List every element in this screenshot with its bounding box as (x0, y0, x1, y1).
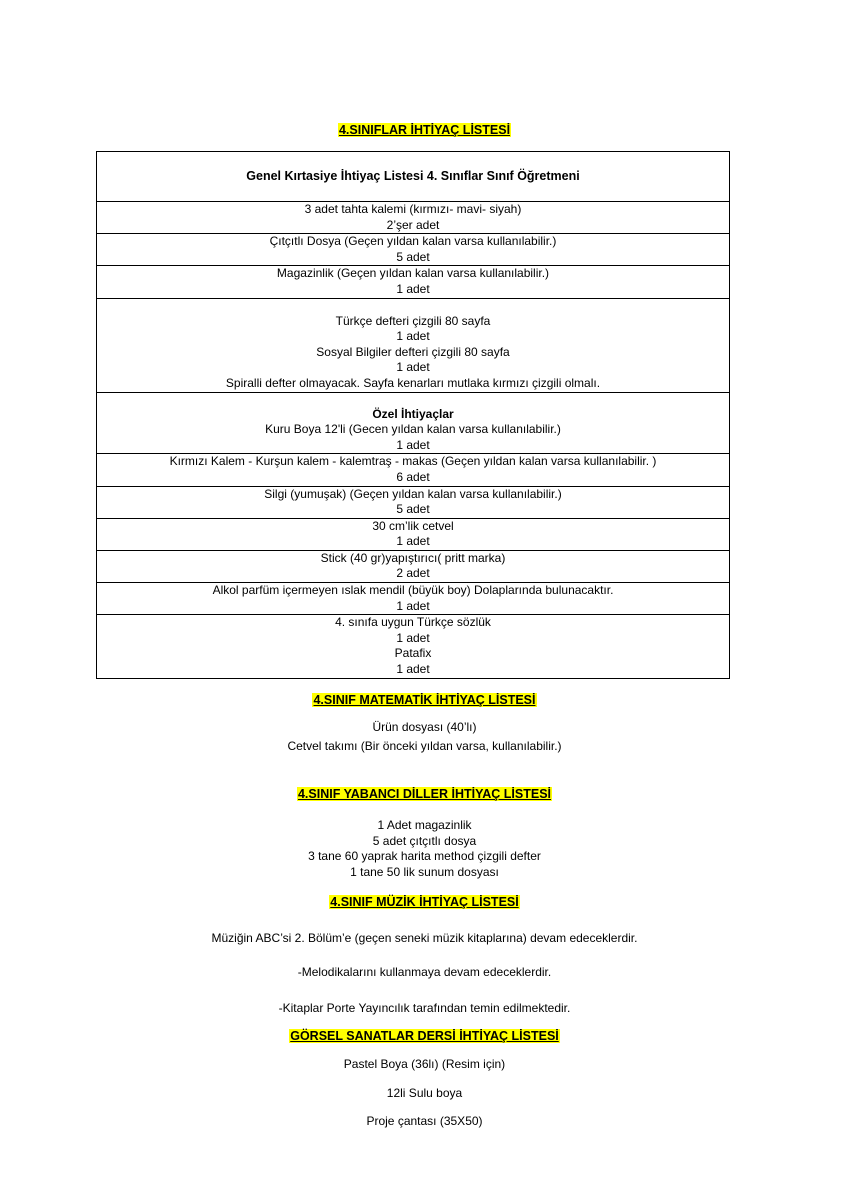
list-item: 1 tane 50 lik sunum dosyası (350, 864, 499, 879)
row-qty: 2’şer adet (386, 217, 440, 232)
general-supplies-table (96, 151, 730, 679)
row-qty: 1 adet (396, 281, 430, 296)
row-item: 3 adet tahta kalemi (kırmızı- mavi- siyah) (304, 202, 522, 216)
languages-items (0, 818, 849, 880)
table-row (97, 266, 730, 298)
row-item: Alkol parfüm içermeyen ıslak mendil (büyük boy) Dolaplarında bulunacaktır. (212, 583, 614, 598)
table-row (97, 486, 730, 518)
music-item: -Melodikalarını kullanmaya devam edeceklerdir. (297, 965, 552, 979)
table-row (97, 234, 730, 266)
row-qty: 5 adet (396, 502, 430, 517)
table-row (97, 615, 730, 678)
row-item: Kuru Boya 12'li (Gecen yıldan kalan varsa kullanılabilir.) (265, 422, 561, 437)
languages-heading-text: 4.SINIF YABANCI DİLLER İHTİYAÇ LİSTESİ (297, 787, 552, 801)
art-item: Pastel Boya (36lı) (Resim için) (343, 1057, 506, 1071)
row-qty: 1 adet (396, 630, 430, 645)
class4-heading (0, 123, 849, 137)
row-item: Kırmızı Kalem - Kurşun kalem - kalemtraş - makas (Geçen yıldan kalan varsa kullanılabilir. ) (169, 454, 657, 469)
table-row (97, 518, 730, 550)
row-qty: 2 adet (396, 566, 430, 581)
table-row (97, 550, 730, 582)
table-row-notebooks (97, 298, 730, 392)
art-item: 12li Sulu boya (386, 1086, 463, 1100)
list-item: Ürün dosyası (40’lı) (372, 720, 477, 734)
table-title: Genel Kırtasiye İhtiyaç Listesi 4. Sınıflar Sınıf Öğretmeni (97, 152, 730, 202)
languages-heading (0, 787, 849, 801)
math-items (0, 720, 849, 754)
row-item: 4. sınıfa uygun Türkçe sözlük (335, 615, 491, 630)
notebook-item: Türkçe defteri çizgili 80 sayfa (335, 313, 491, 328)
class4-heading-text: 4.SINIFLAR İHTİYAÇ LİSTESİ (338, 123, 511, 137)
music-heading-text: 4.SINIF MÜZİK İHTİYAÇ LİSTESİ (330, 895, 519, 909)
table-row (97, 454, 730, 486)
row-qty: 1 adet (396, 534, 430, 549)
math-heading (0, 693, 849, 707)
list-item: 1 Adet magazinlik (377, 818, 472, 832)
row-qty: 6 adet (396, 469, 430, 484)
row-item: 30 cm’lik cetvel (372, 518, 454, 533)
music-item: -Kitaplar Porte Yayıncılık tarafından temin edilmektedir. (278, 1001, 571, 1015)
list-item: 5 adet çıtçıtlı dosya (372, 833, 477, 848)
notebook-note: Spiralli defter olmayacak. Sayfa kenarları mutlaka kırmızı çizgili olmalı. (225, 375, 601, 390)
table-row (97, 583, 730, 615)
table-row-special-heading (97, 392, 730, 454)
art-heading (0, 1029, 849, 1043)
row-item: Magazinlik (Geçen yıldan kalan varsa kullanılabilir.) (276, 266, 550, 281)
row-qty: 1 adet (396, 437, 430, 452)
row-qty: 1 adet (396, 662, 430, 677)
row-item: Çıtçıtlı Dosya (Geçen yıldan kalan varsa kullanılabilir.) (269, 234, 557, 249)
notebook-qty: 1 adet (396, 329, 430, 344)
row-item: Patafix (394, 646, 432, 661)
music-heading (0, 895, 849, 909)
row-item: Silgi (yumuşak) (Geçen yıldan kalan varsa kullanılabilir.) (264, 486, 562, 501)
art-heading-text: GÖRSEL SANATLAR DERSİ İHTİYAÇ LİSTESİ (290, 1029, 559, 1043)
row-qty: 1 adet (396, 598, 430, 613)
art-item: Proje çantası (35X50) (366, 1114, 483, 1128)
special-needs-heading: Özel İhtiyaçlar (372, 406, 454, 421)
notebook-item: Sosyal Bilgiler defteri çizgili 80 sayfa (316, 344, 510, 359)
table-row (97, 202, 730, 234)
row-qty: 5 adet (396, 249, 430, 264)
list-item: Cetvel takımı (Bir önceki yıldan varsa, kullanılabilir.) (287, 738, 562, 753)
row-item: Stick (40 gr)yapıştırıcı( pritt marka) (320, 550, 506, 565)
music-item: Müziğin ABC’si 2. Bölüm’e (geçen seneki müzik kitaplarına) devam edeceklerdir. (211, 931, 638, 945)
notebook-qty: 1 adet (396, 360, 430, 375)
math-heading-text: 4.SINIF MATEMATİK İHTİYAÇ LİSTESİ (313, 693, 536, 707)
list-item: 3 tane 60 yaprak harita method çizgili defter (308, 849, 541, 864)
